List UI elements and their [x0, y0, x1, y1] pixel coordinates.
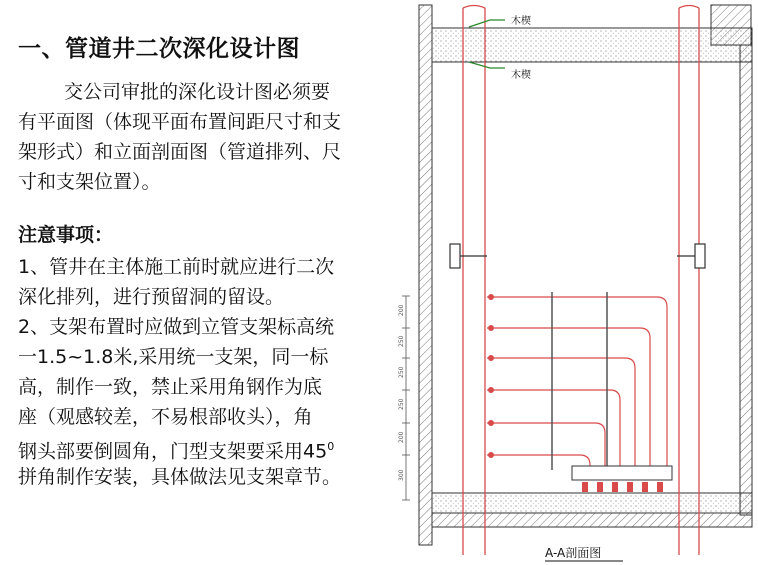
dim-label-5: 200: [398, 431, 405, 443]
riser-right-cap: [679, 6, 699, 9]
valve-3: [488, 355, 494, 361]
support-bars: [552, 292, 607, 470]
dim-label-6: 300: [398, 469, 405, 481]
manifold-outlets: [582, 482, 663, 492]
dimension-line: [402, 296, 410, 500]
wedge-2-leader: [469, 62, 505, 68]
section-diagram: [395, 0, 758, 565]
valve-4: [488, 387, 494, 393]
lower-slab-base: [432, 513, 752, 527]
note-line-1: 1、管井在主体施工前时就应进行二次: [18, 256, 335, 278]
outlet-3: [612, 482, 618, 492]
intro-line-1: 交公司审批的深化设计图必须要: [64, 81, 331, 103]
note-line-2: 深化排列，进行预留洞的留设。: [18, 286, 285, 308]
outlet-5: [642, 482, 648, 492]
dim-label-1: 200: [398, 304, 405, 316]
note-line-5: 高，制作一致，禁止采用角钢作为底: [18, 376, 323, 398]
lower-slab: [432, 493, 752, 513]
outlet-4: [627, 482, 633, 492]
branch-pipes: [487, 297, 667, 470]
wedge-1-leader: [469, 20, 505, 27]
riser-brackets: [450, 244, 705, 268]
outlet-6: [657, 482, 663, 492]
branch-4: [487, 390, 620, 470]
riser-left-cap: [463, 6, 485, 9]
right-wall: [740, 45, 752, 515]
wedge-label-2: 木楔: [511, 70, 531, 81]
note-line-3: 2、支架布置时应做到立管支架标高统: [18, 316, 335, 338]
note-line-6: 座（观感较差，不易根部收头），角: [18, 406, 313, 428]
degree-superscript: 0: [327, 440, 335, 453]
dim-label-4: 250: [398, 398, 405, 410]
intro-line-2: 有平面图（体现平面布置间距尺寸和支: [18, 111, 342, 133]
valve-6: [488, 452, 494, 458]
valve-2: [488, 325, 494, 331]
branch-1: [487, 297, 667, 470]
branch-5: [487, 423, 605, 470]
section-caption: A-A剖面图: [545, 546, 602, 560]
outlet-2: [597, 482, 603, 492]
riser-left: [463, 8, 485, 555]
note-line-4: 一1.5~1.8米,采用统一支架，同一标: [18, 346, 329, 368]
dim-label-2: 250: [398, 335, 405, 347]
valve-1: [488, 294, 494, 300]
note-line-8: 拼角制作安装，具体做法见支架章节。: [18, 466, 342, 488]
valve-5: [488, 420, 494, 426]
outlet-1: [582, 482, 588, 492]
upper-slab: [432, 28, 752, 62]
branch-2: [487, 328, 650, 470]
dim-label-3: 250: [398, 366, 405, 378]
riser-right: [679, 8, 699, 555]
bracket-left: [450, 244, 460, 268]
left-wall: [419, 5, 432, 545]
intro-line-4: 寸和支架位置）。: [18, 171, 161, 193]
dimension-labels: [398, 304, 405, 481]
wedge-label-1: 木楔: [511, 16, 531, 27]
intro-line-3: 架形式）和立面剖面图（管道排列、尺: [18, 141, 342, 163]
valves: [488, 294, 494, 458]
note-line-7-text: 钢头部要倒圆角，门型支架要采用45: [18, 440, 328, 463]
bracket-right: [695, 244, 705, 268]
page-title: 一、管道井二次深化设计图: [18, 36, 300, 62]
branch-3: [487, 358, 635, 470]
notes-heading: 注意事项：: [18, 224, 114, 246]
manifold: [572, 466, 672, 480]
